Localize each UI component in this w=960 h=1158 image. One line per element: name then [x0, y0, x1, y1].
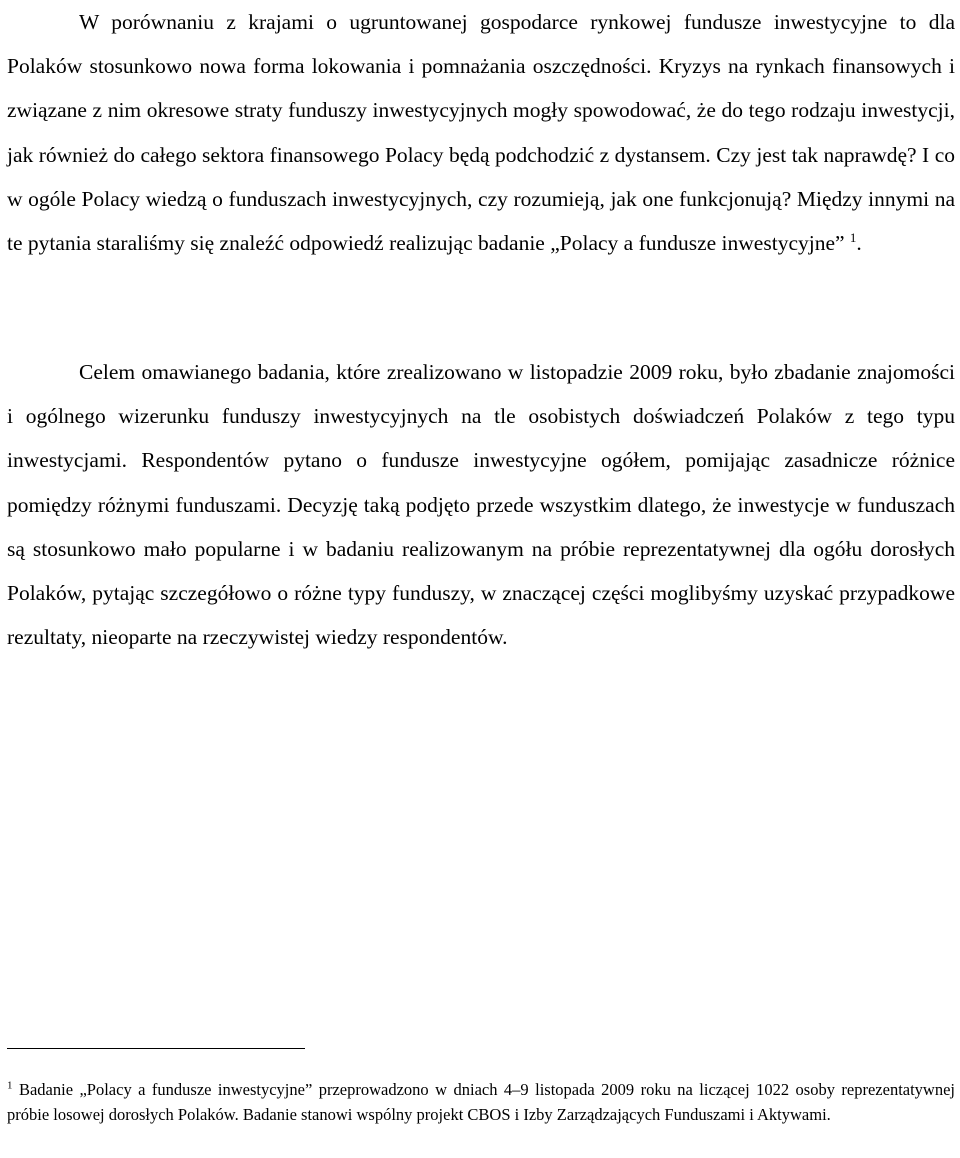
footnote-number: 1	[7, 1079, 13, 1092]
footnote-reference: 1	[849, 229, 857, 245]
paragraph-intro-text: W porównaniu z krajami o ugruntowanej gospodarce rynkowej fundusze inwestycyjne to dla Polaków stosunkowo nowa forma lokowania i pomnażania oszczędności. Kryzys na rynkach finansowych i związane z nim okresowe straty funduszy inwestycyjnych mogły spowodować, że do tego rodzaju inwestycji, jak również do całego sektora finansowego Polacy będą podchodzić z dystansem. Czy jest tak naprawdę? I co w ogóle Polacy wiedzą o funduszach inwestycyjnych, czy rozumieją, jak one funkcjonują? Między innymi na te pytania staraliśmy się znaleźć odpowiedź realizując badanie „Polacy a fundusze inwestycyjne”	[7, 10, 955, 256]
paragraph-purpose-text: Celem omawianego badania, które zrealizowano w listopadzie 2009 roku, było zbadanie znajomości i ogólnego wizerunku funduszy inwestycyjnych na tle osobistych doświadczeń Polaków z tego typu inwestycjami. Respondentów pytano o fundusze inwestycyjne ogółem, pomijając zasadnicze różnice pomiędzy różnymi funduszami. Decyzję taką podjęto przede wszystkim dlatego, że inwestycje w funduszach są stosunkowo mało popularne i w badaniu realizowanym na próbie reprezentatywnej dla ogółu dorosłych Polaków, pytając szczegółowo o różne typy funduszy, w znaczącej części moglibyśmy uzyskać przypadkowe rezultaty, nieoparte na rzeczywistej wiedzy respondentów.	[7, 360, 955, 650]
paragraph-intro	[7, 0, 955, 265]
footnote-separator	[7, 1048, 305, 1049]
paragraph-intro-end: .	[856, 231, 862, 256]
paragraph-purpose	[7, 350, 955, 659]
footnote-text: Badanie „Polacy a fundusze inwestycyjne” przeprowadzono w dniach 4–9 listopada 2009 roku na liczącej 1022 osoby reprezentatywnej próbie losowej dorosłych Polaków. Badanie stanowi wspólny projekt CBOS i Izby Zarządzających Funduszami i Aktywami.	[7, 1080, 956, 1124]
footnote	[7, 1078, 955, 1127]
